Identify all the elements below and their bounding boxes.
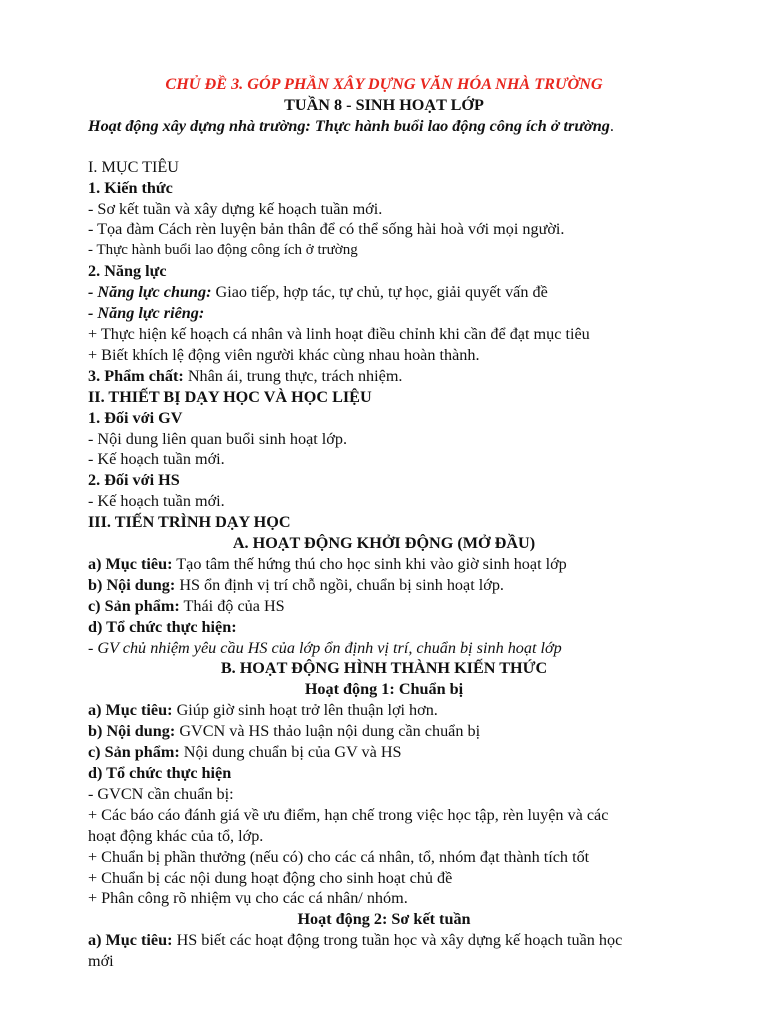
prep-item: + Chuẩn bị phần thưởng (nếu có) cho các cá nhân, tổ, nhóm đạt thành tích tốt [88,847,590,866]
general-competence-label: - Năng lực chung: [88,283,212,302]
activity-heading [88,116,680,137]
teacher-item: - Nội dung liên quan buổi sinh hoạt lớp. [88,429,347,448]
week-heading: TUẦN 8 - SINH HOẠT LỚP [284,95,484,114]
prep-intro: - GVCN cần chuẩn bị: [88,784,234,803]
part-b-goal-text: Giúp giờ sinh hoạt trở lên thuận lợi hơn. [172,701,438,720]
part-a-org-label: d) Tổ chức thực hiện: [88,617,237,636]
section-3-title: III. TIẾN TRÌNH DẠY HỌC [88,513,291,532]
activity-1-title: Hoạt động 1: Chuẩn bị [304,680,464,699]
section-2-title: II. THIẾT BỊ DẠY HỌC VÀ HỌC LIỆU [88,387,372,406]
part-a-goal [88,554,680,575]
activity-heading-period: . [609,116,614,135]
topic-heading: CHỦ ĐỀ 3. GÓP PHẦN XÂY DỰNG VĂN HÓA NHÀ TRƯỜNG [165,75,603,93]
section-1-title: I. MỤC TIÊU [88,157,179,176]
part-b-content [88,721,680,742]
part-b-org-label: d) Tổ chức thực hiện [88,764,232,782]
part-b-product [88,742,680,763]
part-a-content [88,575,680,596]
quality-text: Nhân ái, trung thực, trách nhiệm. [183,366,403,385]
part-b-goal-label: a) Mục tiêu: [88,701,173,720]
activity-2-goal-label: a) Mục tiêu: [88,931,173,950]
part-a-title: A. HOẠT ĐỘNG KHỞI ĐỘNG (MỞ ĐẦU) [232,534,536,553]
part-a-product-text: Thái độ của HS [179,596,285,615]
part-b-content-text: GVCN và HS thảo luận nội dung cần chuẩn bị [175,722,481,741]
prep-item: hoạt động khác của tổ, lớp. [88,826,264,845]
knowledge-title: 1. Kiến thức [88,178,173,197]
quality-label: 3. Phẩm chất: [88,366,184,385]
activity-2-goal-text: HS biết các hoạt động trong tuần học và xây dựng kế hoạch tuần học [172,931,623,950]
general-competence [88,282,680,303]
prep-item: + Các báo cáo đánh giá về ưu điểm, hạn chế trong việc học tập, rèn luyện và các [88,805,609,824]
spacer [88,137,680,157]
activity-2-goal-cont: mới [88,952,114,971]
knowledge-item: - Thực hành buổi lao động công ích ở trường [88,242,358,259]
student-title: 2. Đối với HS [88,471,180,490]
competence-title: 2. Năng lực [88,262,167,281]
part-b-product-text: Nội dung chuẩn bị của GV và HS [179,743,402,762]
knowledge-item: - Tọa đàm Cách rèn luyện bản thân để có thể sống hài hoà với mọi người. [88,220,565,239]
teacher-title: 1. Đối với GV [88,408,183,427]
activity-heading-text: Hoạt động xây dựng nhà trường: Thực hành buổi lao động công ích ở trường [88,116,610,135]
specific-competence-item: + Biết khích lệ động viên người khác cùng nhau hoàn thành. [88,345,480,364]
general-competence-text: Giao tiếp, hợp tác, tự chủ, tự học, giải quyết vấn đề [211,283,548,302]
part-a-product [88,596,680,617]
teacher-item: - Kế hoạch tuần mới. [88,450,225,469]
part-b-title: B. HOẠT ĐỘNG HÌNH THÀNH KIẾN THỨC [220,659,548,678]
student-item: - Kế hoạch tuần mới. [88,492,225,511]
knowledge-item: - Sơ kết tuần và xây dựng kế hoạch tuần mới. [88,199,383,218]
quality-line [88,366,680,387]
specific-competence-item: + Thực hiện kế hoạch cá nhân và linh hoạt điều chỉnh khi cần để đạt mục tiêu [88,324,590,343]
part-a-goal-text: Tạo tâm thế hứng thú cho học sinh khi vào giờ sinh hoạt lớp [172,554,567,573]
part-a-org-text: - GV chủ nhiệm yêu cầu HS của lớp ổn định vị trí, chuẩn bị sinh hoạt lớp [88,638,562,657]
part-a-content-label: b) Nội dung: [88,575,176,594]
part-a-product-label: c) Sản phẩm: [88,596,180,615]
activity-2-goal [88,930,680,951]
part-a-content-text: HS ổn định vị trí chỗ ngồi, chuẩn bị sinh hoạt lớp. [175,575,504,594]
activity-2-title: Hoạt động 2: Sơ kết tuần [297,910,471,929]
part-b-goal [88,700,680,721]
prep-item: + Phân công rõ nhiệm vụ cho các cá nhân/ nhóm. [88,889,408,908]
part-a-goal-label: a) Mục tiêu: [88,554,173,573]
part-b-content-label: b) Nội dung: [88,722,176,741]
part-b-product-label: c) Sản phẩm: [88,743,180,762]
specific-competence-label: - Năng lực riêng: [88,304,205,323]
prep-item: + Chuẩn bị các nội dung hoạt động cho sinh hoạt chủ đề [88,868,453,887]
